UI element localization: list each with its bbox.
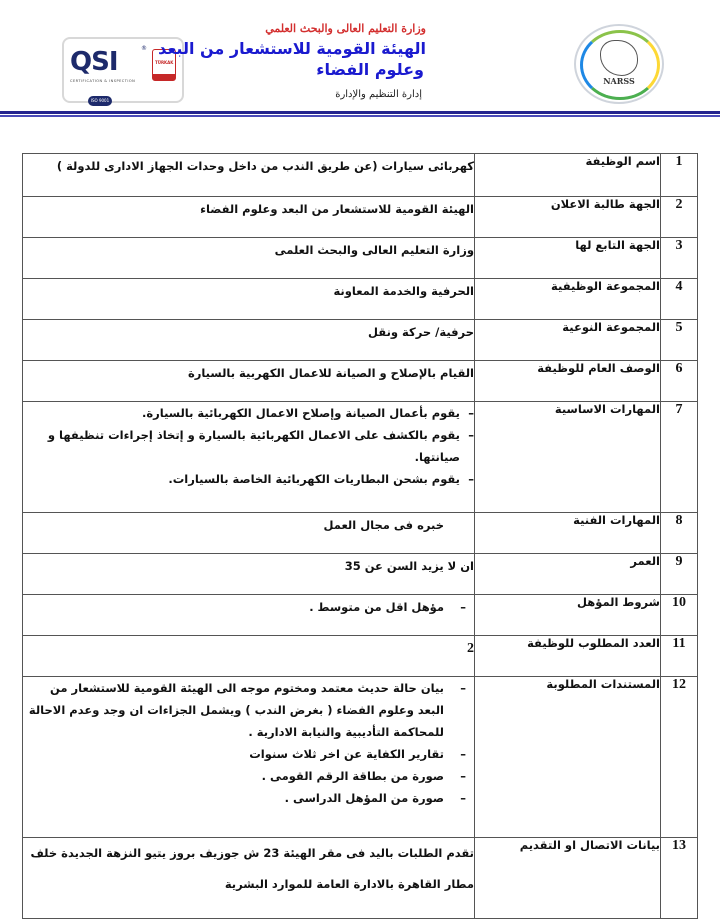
row-label: الجهة التابع لها: [475, 238, 661, 279]
list-item: – يقوم بالكشف على الاعمال الكهربائية بالسيارة و إتخاذ إجراءات تنظيفها و صيانتها.: [23, 424, 474, 468]
row-label: العمر: [475, 554, 661, 595]
row-label: العدد المطلوب للوظيفة: [475, 636, 661, 677]
row-label: المجموعة الوظيفية: [475, 279, 661, 320]
row-value: كهربائى سيارات (عن طريق الندب من داخل وحدات الجهاز الادارى للدولة ): [23, 154, 475, 197]
table-row: [23, 279, 698, 320]
list-item: – يقوم بأعمال الصيانة وإصلاح الاعمال الكهربائية بالسيارة.: [23, 402, 474, 424]
list-item: – يقوم بشحن البطاريات الكهربائية الخاصة بالسيارات.: [23, 468, 474, 490]
row-label: المهارات الفنية: [475, 513, 661, 554]
table-row: [23, 238, 698, 279]
row-number: 9: [661, 554, 698, 595]
job-details-table: [22, 153, 698, 919]
list-item: – تقارير الكفاية عن اخر ثلاث سنوات: [23, 743, 466, 765]
row-value: [23, 402, 475, 513]
skills-list: [23, 402, 474, 490]
row-label: المستندات المطلوبة: [475, 677, 661, 838]
row-number: 13: [661, 838, 698, 919]
row-number: 11: [661, 636, 698, 677]
narss-logo: [574, 24, 664, 104]
row-number: 12: [661, 677, 698, 838]
row-label: شروط المؤهل: [475, 595, 661, 636]
row-label: بيانات الاتصال او التقديم: [475, 838, 661, 919]
row-value: [23, 513, 475, 554]
row-number: 5: [661, 320, 698, 361]
table-row: [23, 595, 698, 636]
row-number: 6: [661, 361, 698, 402]
turkak-label: TÜRKAK: [155, 60, 174, 65]
iso-badge: [88, 96, 148, 106]
row-value: ان لا يزيد السن عن 35: [23, 554, 475, 595]
header-rule: [0, 111, 720, 114]
table-row: [23, 320, 698, 361]
list-item: – صورة من بطاقة الرقم القومى .: [23, 765, 466, 787]
row-value: القيام بالإصلاح و الصيانة للاعمال الكهربية بالسيارة: [23, 361, 475, 402]
row-value-text: خبره فى مجال العمل: [323, 518, 444, 532]
list-item: – بيان حالة حديث معتمد ومختوم موجه الى الهيئة القومية للاستشعار من البعد وعلوم الفضاء ( بغرض الندب ) ويشمل الجزاءات ان وجد وعدم الاحالة للمحاكمة التأديبية والنيابة الادارية .: [23, 677, 466, 743]
qsi-logo-mark: QSI: [70, 47, 118, 77]
row-number: 2: [661, 197, 698, 238]
row-number: 1: [661, 154, 698, 197]
required-count: 2: [467, 641, 474, 656]
row-number: 10: [661, 595, 698, 636]
table-row: [23, 636, 698, 677]
department-name: إدارة التنظيم والإدارة: [335, 89, 422, 100]
table-row: [23, 361, 698, 402]
row-value: الهيئة القومية للاستشعار من البعد وعلوم الفضاء: [23, 197, 475, 238]
letterhead: [0, 0, 720, 120]
iso-badge-label: ISO 9001: [88, 96, 112, 106]
row-number: 3: [661, 238, 698, 279]
row-value: [23, 595, 475, 636]
list-item: – صورة من المؤهل الدراسى .: [23, 787, 466, 809]
ministry-name: وزارة التعليم العالى والبحث العلمي: [265, 22, 426, 35]
row-label: الجهة طالبة الاعلان: [475, 197, 661, 238]
table-row: [23, 838, 698, 919]
documents-list: [23, 677, 474, 809]
row-number: 8: [661, 513, 698, 554]
row-label: المجموعة النوعية: [475, 320, 661, 361]
authority-name-line2: وعلوم الفضاء: [316, 60, 424, 79]
table-row: [23, 513, 698, 554]
table-row: [23, 154, 698, 197]
row-value: حرفية/ حركة ونقل: [23, 320, 475, 361]
row-label: المهارات الاساسية: [475, 402, 661, 513]
row-label: الوصف العام للوظيفة: [475, 361, 661, 402]
narss-logo-text: NARSS: [603, 76, 635, 86]
row-value: [23, 636, 475, 677]
row-number: 4: [661, 279, 698, 320]
row-value: وزارة التعليم العالى والبحث العلمى: [23, 238, 475, 279]
row-value: تقدم الطلبات باليد فى مقر الهيئة 23 ش جوزيف بروز يتيو النزهة الجديدة خلف مطار القاهرة بالادارة العامة للموارد البشرية: [23, 838, 475, 919]
qsi-subtitle: CERTIFICATION & INSPECTION: [70, 79, 136, 83]
row-value: [23, 677, 475, 838]
row-label: اسم الوظيفة: [475, 154, 661, 197]
list-item: – مؤهل اقل من متوسط .: [23, 595, 466, 619]
table-row: [23, 554, 698, 595]
table-row: [23, 197, 698, 238]
row-value: الحرفية والخدمة المعاونة: [23, 279, 475, 320]
qualification-list: [23, 595, 474, 619]
authority-name-line1: الهيئة القومية للاستشعار من البعد: [158, 39, 426, 58]
header-rule-secondary: [0, 115, 720, 117]
table-row: [23, 402, 698, 513]
table-row: [23, 677, 698, 838]
registered-mark-icon: ®: [141, 45, 147, 52]
row-number: 7: [661, 402, 698, 513]
